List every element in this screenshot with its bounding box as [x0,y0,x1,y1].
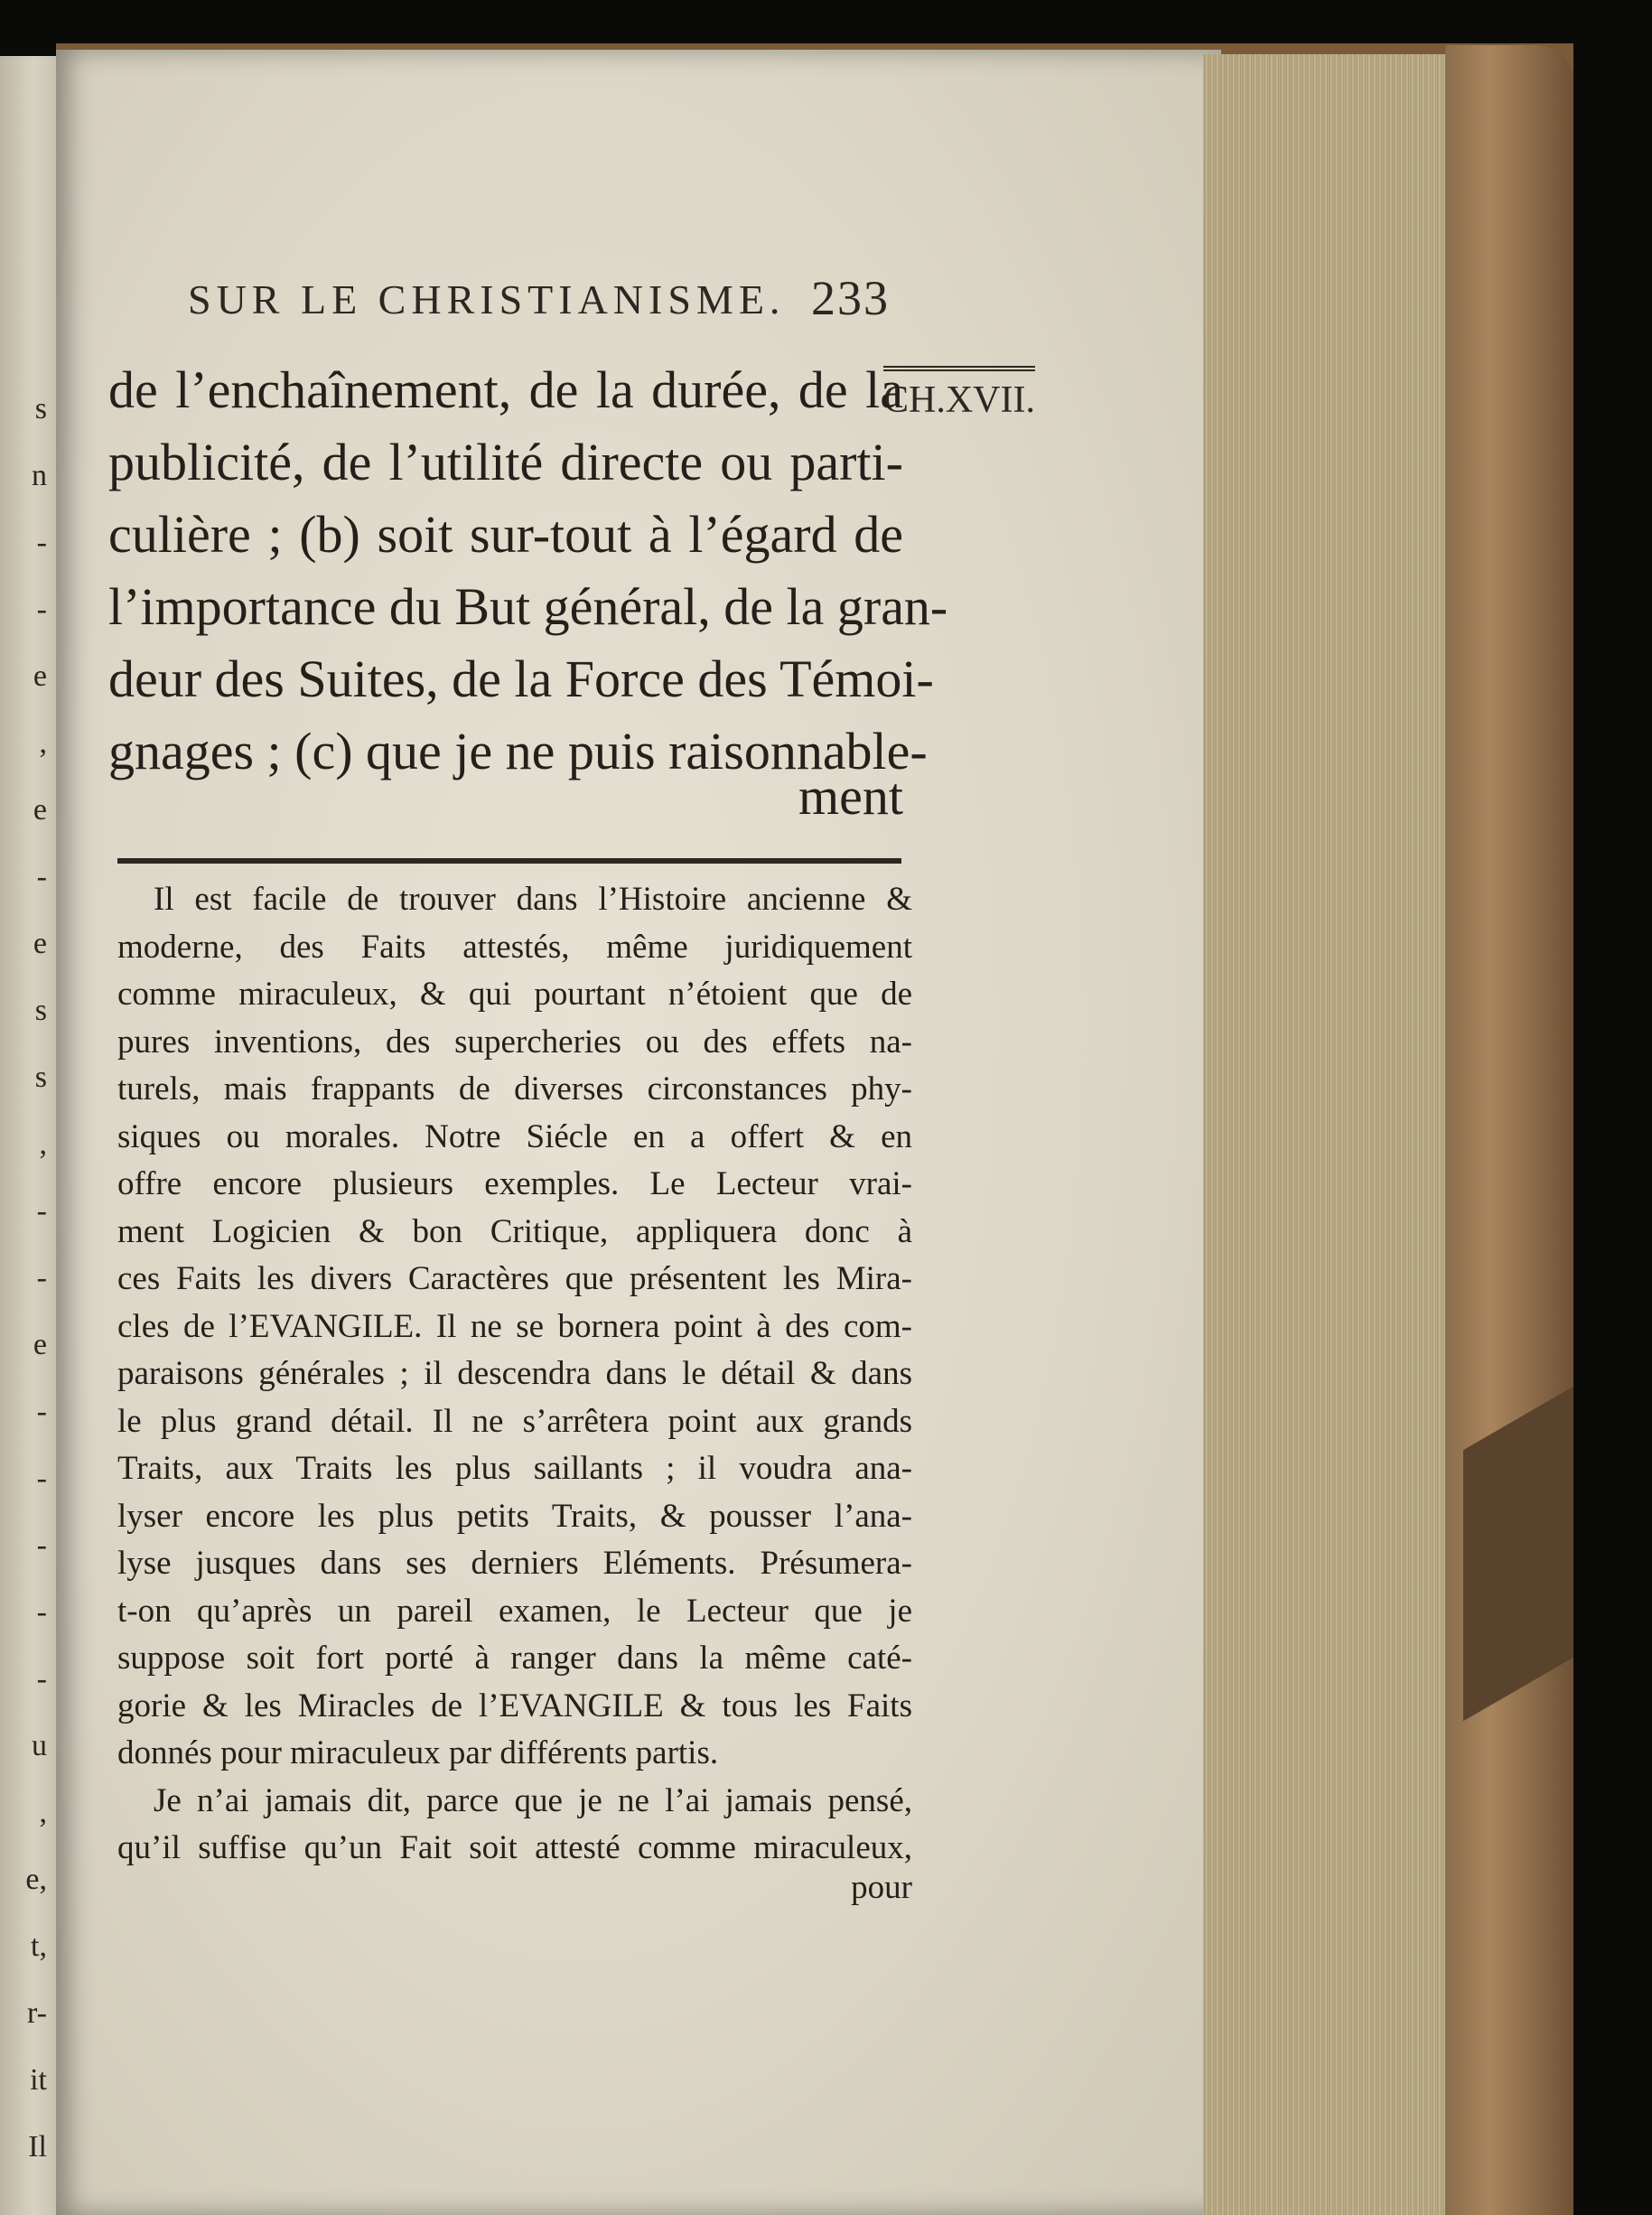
main-text-line: gnages ; (c) que je ne puis raisonnable- [108,722,928,780]
facing-page-fragment: - [36,1261,47,1294]
chapter-marker: CH.XVII. [883,366,1035,422]
facing-page-fragment: - [36,526,47,559]
footnote-text [117,876,912,1873]
footnote-line: Traits, aux Traits les plus saillants ; il voudra ana- [117,1450,912,1487]
main-text [108,354,948,788]
facing-page-fragment: - [36,1595,47,1629]
cover-seam [1463,1387,1573,1721]
page-number: 233 [811,271,890,325]
footnote-line: pures inventions, des supercheries ou des effets na- [117,1023,912,1061]
facing-page-fragment: e [33,927,47,960]
leather-cover [1445,45,1573,2215]
facing-page-fragment: , [39,726,47,760]
footnote-line: turels, mais frappants de diverses circonstances phy- [117,1070,912,1108]
running-head [188,271,910,325]
facing-page-edge [0,56,58,2215]
facing-page-fragment: - [36,1395,47,1428]
footnote-line: offre encore plusieurs exemples. Le Lecteur vrai- [117,1165,912,1202]
main-text-line: culière ; (b) soit sur-tout à l’égard de [108,505,903,564]
facing-page-fragment: n [32,459,47,492]
facing-page-fragment: t, [31,1930,47,1963]
footnote-line: le plus grand détail. Il ne s’arrêtera point aux grands [117,1402,912,1440]
facing-page-fragment: - [36,1194,47,1228]
facing-page-fragment: - [36,1462,47,1495]
page-edges [1203,54,1474,2215]
footnote-line: ces Faits les divers Caractères que présentent les Mira- [117,1260,912,1297]
facing-page-fragment: , [39,1796,47,1829]
footnote-rule [117,858,901,864]
footnote-line: moderne, des Faits attestés, même juridiquement [117,928,912,966]
footnote-line: Il est facile de trouver dans l’Histoire ancienne & [154,881,912,918]
main-text-line: de l’enchaînement, de la durée, de la [108,360,903,419]
footnote-catchword: pour [851,1869,912,1906]
facing-page-fragment: e [33,793,47,827]
facing-page-fragment: - [36,1662,47,1696]
facing-page-fragment: s [34,994,47,1027]
facing-page-fragment: r- [27,1996,47,2030]
running-head-title: SUR LE CHRISTIANISME. [188,276,786,322]
facing-page-fragment: e, [25,1863,47,1896]
footnote-line: qu’il suffise qu’un Fait soit attesté comme miraculeux, [117,1829,912,1866]
facing-page-fragment: s [34,392,47,425]
facing-page-fragment: e [33,1328,47,1361]
footnote-line: Je n’ai jamais dit, parce que je ne l’ai jamais pensé, [154,1781,912,1819]
facing-page-fragment: Il [28,2130,47,2164]
footnote-line: suppose soit fort porté à ranger dans la même caté- [117,1640,912,1677]
facing-page-fragment: - [36,860,47,893]
facing-page-fragment: - [36,593,47,626]
facing-page-fragment: e [33,659,47,693]
facing-page-fragment: , [39,1127,47,1161]
footnote-line: ment Logicien & bon Critique, appliquera donc à [117,1212,912,1250]
footnote-line: lyse jusques dans ses derniers Eléments. Présumera- [117,1545,912,1582]
footnote-line: cles de l’EVANGILE. Il ne se bornera point à des com- [117,1307,912,1345]
footnote-line: siques ou morales. Notre Siécle en a offert & en [117,1117,912,1155]
main-catchword: ment [798,767,903,826]
footnote-line: lyser encore les plus petits Traits, & pousser l’ana- [117,1497,912,1535]
facing-page-fragment: it [30,2063,47,2097]
footnote-line: donnés pour miraculeux par différents partis. [117,1734,719,1771]
main-text-line: deur des Suites, de la Force des Témoi- [108,650,934,708]
facing-page-fragment: u [32,1729,47,1762]
main-text-line: publicité, de l’utilité directe ou parti- [108,433,903,491]
footnote-line: comme miraculeux, & qui pourtant n’étoient que de [117,976,912,1013]
facing-page-fragment: s [34,1061,47,1094]
footnote-line: gorie & les Miracles de l’EVANGILE & tous les Faits [117,1687,912,1724]
footnote-line: paraisons générales ; il descendra dans le détail & dans [117,1355,912,1392]
footnote-line: t-on qu’après un pareil examen, le Lecteur que je [117,1592,912,1630]
main-text-line: l’importance du But général, de la gran- [108,577,948,636]
facing-page-fragment: - [36,1528,47,1562]
